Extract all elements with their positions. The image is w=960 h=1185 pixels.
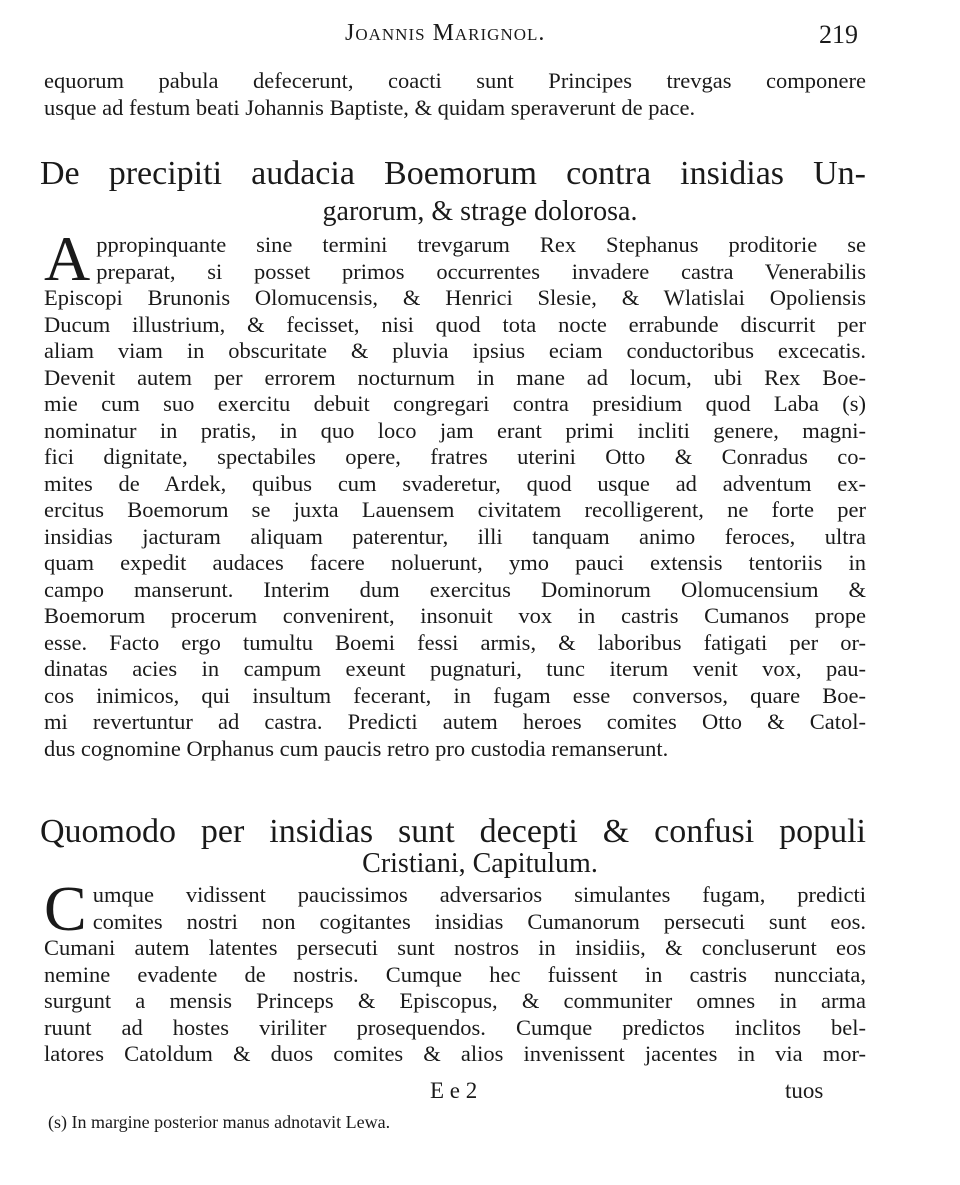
signature-mark: E e 2	[430, 1078, 478, 1103]
text-line: mi revertuntur ad castra. Predicti autem heroes comites Otto & Catol-	[44, 709, 866, 734]
section-heading-1-cont: garorum, & strage dolorosa.	[322, 196, 638, 227]
text-line: dinatas acies in campum exeunt pugnaturi, tunc iterum venit vox, pau-	[44, 656, 866, 681]
text-line: latores Catoldum & duos comites & alios invenissent jacentes in via mor-	[44, 1041, 866, 1066]
text-line: aliam viam in obscuritate & pluvia ipsius eciam conductoribus excecatis.	[44, 338, 866, 363]
text-line: Cumani autem latentes persecuti sunt nostros in insidiis, & concluserunt eos	[44, 935, 866, 960]
text-line: nemine evadente de nostris. Cumque hec fuissent in castris nuncciata,	[44, 961, 866, 987]
text-line: Devenit autem per errorem nocturnum in mane ad locum, ubi Rex Boe-	[44, 364, 866, 390]
catchline	[0, 1078, 960, 1108]
section-1-opening	[44, 223, 866, 294]
text-line: insidias jacturam aliquam paterentur, illi tanquam animo feroces, ultra	[44, 523, 866, 549]
text-line: nominatur in pratis, in quo loco jam erant primi incliti genere, magni-	[44, 417, 866, 443]
text-line: umque vidissent paucissimos adversarios simulantes fugam, predicti	[92, 882, 866, 907]
section-heading-1: De precipiti audacia Boemorum contra insidias Un-	[40, 155, 866, 192]
paragraph-top	[44, 68, 866, 121]
running-head-title: Joannis Marignol.	[345, 20, 546, 46]
text-line: Ducum illustrium, & fecisset, nisi quod tota nocte errabunde discurrit per	[44, 311, 866, 337]
text-line: usque ad festum beati Johannis Baptiste, & quidam speraverunt de pace.	[44, 94, 696, 120]
text-line: Boemorum procerum convenirent, insonuit vox in castris Cumanos prope	[44, 603, 866, 628]
drop-cap: C	[44, 873, 87, 944]
text-line: mie cum suo exercitu debuit congregari contra presidium quod Laba (s)	[44, 391, 866, 416]
text-line: preparat, si posset primos occurrentes invadere castra Venerabilis	[96, 258, 866, 284]
section-heading-2-cont: Cristiani, Capitulum.	[362, 848, 598, 879]
text-line: ppropinquante sine termini trevgarum Rex Stephanus proditorie se	[96, 232, 866, 257]
text-line: esse. Facto ergo tumultu Boemi fessi armis, & laboribus fatigati per or-	[44, 629, 866, 655]
drop-cap: A	[44, 223, 91, 294]
text-line: dus cognomine Orphanus cum paucis retro pro custodia remanserunt.	[44, 735, 669, 761]
catchword: tuos	[785, 1078, 824, 1103]
text-line: cos inimicos, qui insultum fecerant, in fugam esse conversos, quare Boe-	[44, 682, 866, 708]
text-line: comites nostri non cogitantes insidias Cumanorum persecuti sunt eos.	[92, 908, 866, 934]
section-heading-2: Quomodo per insidias sunt decepti & confusi populi	[40, 813, 866, 850]
section-2-body	[44, 873, 866, 1068]
text-line: campo manserunt. Interim dum exercitus Dominorum Olomucensium &	[44, 576, 866, 602]
footnote: (s) In margine posterior manus adnotavit Lewa.	[48, 1112, 391, 1132]
text-line: mites de Ardek, quibus cum svaderetur, quod usque ad adventum ex-	[44, 470, 866, 496]
section-2-opening	[44, 873, 866, 944]
text-line: surgunt a mensis Princeps & Episcopus, & communiter omnes in arma	[44, 988, 866, 1013]
text-line: ruunt ad hostes viriliter prosequendos. Cumque predictos inclitos bel-	[44, 1014, 866, 1040]
text-line: ercitus Boemorum se juxta Lauensem civitatem recolligerent, ne forte per	[44, 497, 866, 522]
text-line: fici dignitate, spectabiles opere, fratres uterini Otto & Conradus co-	[44, 444, 866, 469]
running-head	[0, 20, 960, 56]
text-line: quam expedit audaces facere noluerunt, ymo pauci extensis tentoriis in	[44, 550, 866, 575]
section-1-body	[44, 223, 866, 762]
text-line: Episcopi Brunonis Olomucensis, & Henrici Slesie, & Wlatislai Opoliensis	[44, 285, 866, 310]
page-number: 219	[819, 20, 858, 49]
text-line: equorum pabula defecerunt, coacti sunt Principes trevgas componere	[44, 68, 866, 93]
